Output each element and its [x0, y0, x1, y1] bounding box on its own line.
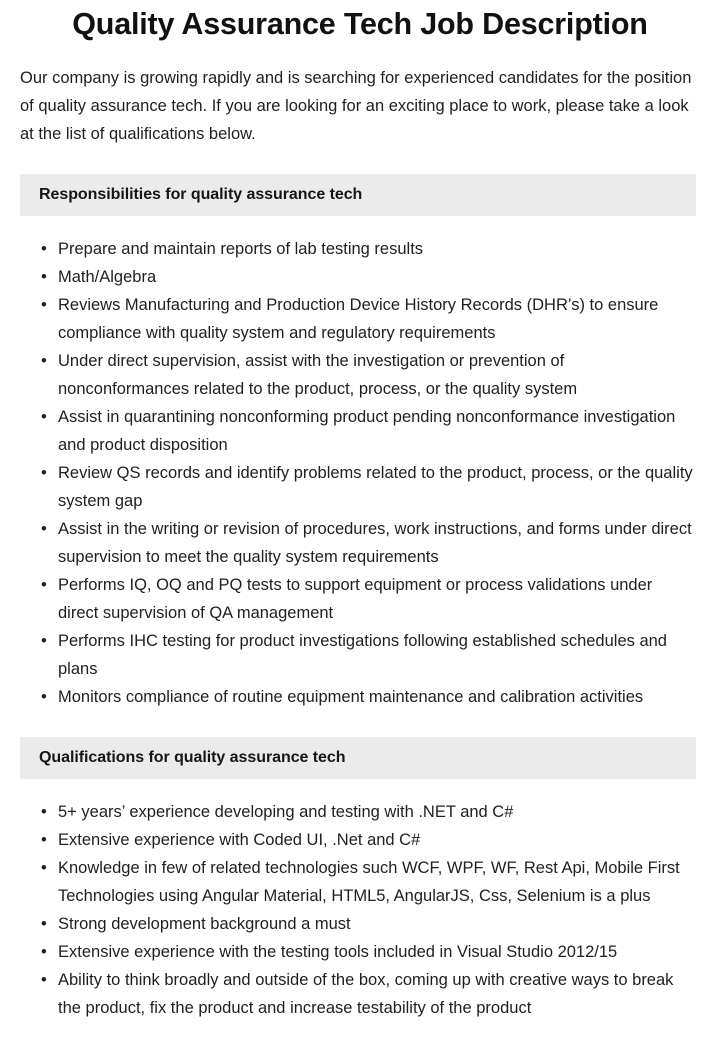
list-item [0, 263, 696, 291]
bullet-icon: • [41, 352, 47, 370]
bullet-icon: • [41, 408, 47, 426]
page-title: Quality Assurance Tech Job Description [72, 7, 648, 41]
list-item-text: Monitors compliance of routine equipment maintenance and calibration activities [58, 688, 644, 706]
list-item-text: Extensive experience with the testing tools included in Visual Studio 2012/15 [58, 943, 618, 961]
list-item-text: Review QS records and identify problems related to the product, process, or the quality system gap [58, 464, 693, 510]
section-qualifications [0, 737, 720, 1022]
list-item-text: 5+ years’ experience developing and testing with .NET and C# [58, 803, 514, 821]
responsibilities-list [0, 216, 720, 711]
list-item [0, 459, 696, 515]
list-item [0, 854, 696, 910]
bullet-icon: • [41, 632, 47, 650]
list-item [0, 910, 696, 938]
bullet-icon: • [41, 520, 47, 538]
bullet-icon: • [41, 859, 47, 877]
section-header-bar-responsibilities [20, 174, 696, 216]
list-item-text: Assist in the writing or revision of procedures, work instructions, and forms under direct supervision to meet the quality system requirements [58, 520, 692, 566]
list-item [0, 627, 696, 683]
list-item [0, 966, 696, 1022]
list-item [0, 403, 696, 459]
intro-paragraph: Our company is growing rapidly and is searching for experienced candidates for the position of quality assurance tech. If you are looking for an exciting place to work, please take a look at the list of qualifications below. [20, 69, 692, 143]
section-responsibilities [0, 174, 720, 711]
list-item [0, 798, 696, 826]
bullet-icon: • [41, 803, 47, 821]
bullet-icon: • [41, 688, 47, 706]
list-item [0, 938, 696, 966]
bullet-icon: • [41, 240, 47, 258]
bullet-icon: • [41, 971, 47, 989]
bullet-icon: • [41, 296, 47, 314]
list-item-text: Assist in quarantining nonconforming product pending nonconformance investigation and product disposition [58, 408, 676, 454]
list-item [0, 291, 696, 347]
list-item-text: Strong development background a must [58, 915, 351, 933]
list-item-text: Under direct supervision, assist with the investigation or prevention of nonconformances related to the product, process, or the quality system [58, 352, 578, 398]
qualifications-list [0, 779, 720, 1022]
bullet-icon: • [41, 268, 47, 286]
list-item [0, 571, 696, 627]
list-item-text: Math/Algebra [58, 268, 157, 286]
section-heading-qualifications: Qualifications for quality assurance tech [39, 749, 346, 766]
bullet-icon: • [41, 915, 47, 933]
list-item [0, 683, 696, 711]
list-item [0, 515, 696, 571]
list-item-text: Knowledge in few of related technologies such WCF, WPF, WF, Rest Api, Mobile First Technologies using Angular Material, HTML5, AngularJS, Css, Selenium is a plus [58, 859, 680, 905]
list-item [0, 826, 696, 854]
bullet-icon: • [41, 943, 47, 961]
list-item-text: Prepare and maintain reports of lab testing results [58, 240, 424, 258]
list-item [0, 235, 696, 263]
list-item-text: Performs IHC testing for product investigations following established schedules and plans [58, 632, 667, 678]
list-item-text: Extensive experience with Coded UI, .Net and C# [58, 831, 421, 849]
bullet-icon: • [41, 576, 47, 594]
list-item-text: Performs IQ, OQ and PQ tests to support equipment or process validations under direct supervision of QA management [58, 576, 653, 622]
list-item-text: Ability to think broadly and outside of the box, coming up with creative ways to break the product, fix the product and increase testability of the product [58, 971, 674, 1017]
list-item-text: Reviews Manufacturing and Production Device History Records (DHR’s) to ensure compliance with quality system and regulatory requirements [58, 296, 659, 342]
bullet-icon: • [41, 464, 47, 482]
bullet-icon: • [41, 831, 47, 849]
list-item [0, 347, 696, 403]
section-header-bar-qualifications [20, 737, 696, 779]
section-heading-responsibilities: Responsibilities for quality assurance tech [39, 186, 363, 203]
